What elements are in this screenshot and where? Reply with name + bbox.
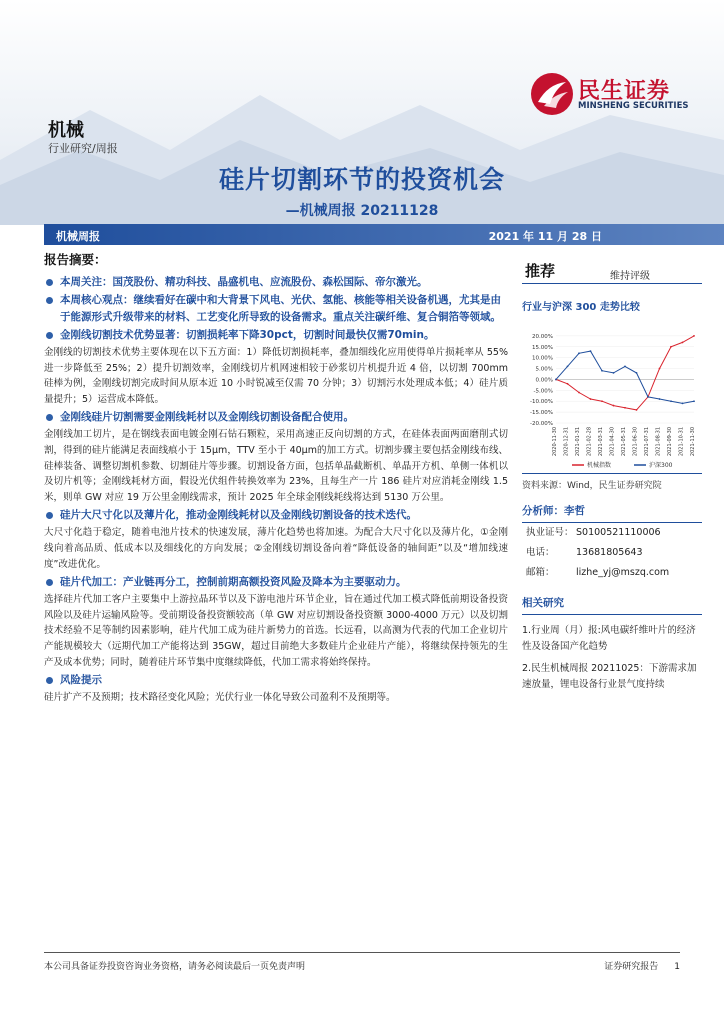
legend-label: 机械指数 bbox=[587, 462, 612, 469]
data-point bbox=[670, 346, 672, 348]
x-tick-label: 2021-04-30 bbox=[609, 427, 616, 457]
summary-paragraph: 金刚线加工切片，是在钢线表面电镀金刚石钻石颗粒，采用高速正反向切割的方式，在硅体表面两面磨削式切割，得到的硅片能满足表面线痕小于 15μm，TTV 至小于 40μm的加工方式。切割步骤主要包括金刚线布线、硅棒装备、调整切割机参数、切割硅片等步骤。切割设备方面，包括单晶截断机、单晶开方机、单侧一体机以及切片机等；金刚线耗材方面，假设光伏组件转换效率为 23%，且每生产一片 186 硅片对应消耗金刚线 1.5 米，则单 GW 对应 19 万公里金刚线需求，预计 2025 年全球金刚线耗线将达到 5130 万公里。 bbox=[44, 429, 508, 503]
data-point bbox=[693, 400, 695, 402]
summary-heading: 报告摘要： bbox=[44, 252, 107, 267]
data-point bbox=[601, 400, 603, 402]
y-tick-label: 10.00% bbox=[532, 355, 553, 362]
data-point bbox=[670, 400, 672, 402]
page-footer bbox=[44, 952, 680, 972]
x-tick-label: 2021-07-31 bbox=[644, 427, 650, 457]
summary-bullet: 金刚线硅片切割需要金刚线耗材以及金刚线切割设备配合使用。 bbox=[44, 409, 508, 426]
rating-box bbox=[522, 250, 702, 284]
summary-bullet: 风险提示 bbox=[44, 672, 508, 689]
x-tick-label: 2020-11-30 bbox=[552, 427, 558, 457]
chart-title: 行业与沪深 300 走势比较 bbox=[522, 302, 640, 313]
band-series: 机械周报 bbox=[56, 230, 100, 243]
related-item[interactable]: 2.民生机械周报 20211025：下游需求加速放量，锂电设备行业景气度持续 bbox=[522, 663, 697, 690]
y-tick-label: 20.00% bbox=[532, 333, 553, 340]
report-title: 硅片切割环节的投资机会 bbox=[218, 165, 505, 194]
summary-paragraph: 大尺寸化趋于稳定，随着电池片技术的快速发展，薄片化趋势也将加速。为配合大尺寸化以及薄片化，①金刚线向着高品质、低成本以及细线化的方向发展；②金刚线切割设备向着“降低设备的轴间距”以及“增加线速度”改进优化。 bbox=[44, 527, 508, 570]
related-heading: 相关研究 bbox=[522, 595, 702, 615]
analyst-field-key: 电话： bbox=[526, 547, 555, 558]
data-point bbox=[613, 405, 615, 407]
series-line-hs300 bbox=[556, 351, 694, 403]
analyst-field-value: 13681805643 bbox=[576, 547, 643, 558]
x-tick-label: 2021-09-30 bbox=[667, 427, 673, 457]
y-tick-label: -10.00% bbox=[530, 399, 553, 406]
summary-paragraph: 金刚线的切割技术优势主要体现在以下五方面：1）降低切割损耗率，叠加细线化应用使得单片损耗率从 55%进一步降低至 25%；2）提升切割效率，金刚线切片机网速相较于砂浆切片机提升近 4 倍，以切割 700mm 硅棒为例，金刚线切割完成时间从原本近 10 小时锐减至仅需 70 分钟；3）切割污水处理成本低；4）硅片质量提升；5）运营成本降低。 bbox=[44, 347, 508, 405]
data-point bbox=[659, 368, 661, 370]
analyst-field-key: 执业证号： bbox=[526, 527, 574, 538]
rating-status: 维持评级 bbox=[610, 271, 650, 282]
x-tick-label: 2021-05-31 bbox=[621, 427, 627, 457]
brand-logo bbox=[530, 72, 695, 118]
x-tick-label: 2021-08-31 bbox=[655, 427, 662, 457]
summary-paragraph: 硅片扩产不及预期；技术路径变化风险；光伏行业一体化导致公司盈利不及预期等。 bbox=[44, 692, 396, 704]
footer-right bbox=[604, 959, 680, 972]
summary-bullet: 本周关注：国茂股份、精功科技、晶盛机电、应流股份、森松国际、帝尔激光。 bbox=[44, 274, 508, 291]
summary-bullet: 本周核心观点：继续看好在碳中和大背景下风电、光伏、氢能、核能等相关设备机遇，尤其是由于能源形式升级带来的材料、工艺变化所导致的设备需求。重点关注碳纤维、复合铜箔等领域。 bbox=[44, 292, 508, 326]
info-band bbox=[44, 224, 724, 245]
footer-report-type: 证券研究报告 bbox=[604, 962, 659, 972]
report-subtitle: —机械周报 20211128 bbox=[285, 203, 439, 219]
data-point bbox=[693, 335, 695, 337]
chart-source: 资料来源：Wind，民生证券研究院 bbox=[522, 473, 702, 491]
data-point bbox=[590, 350, 592, 352]
brand-name: 民生证券 bbox=[578, 79, 671, 104]
analyst-field-key: 邮箱： bbox=[526, 567, 555, 578]
data-point bbox=[659, 398, 661, 400]
data-point bbox=[578, 392, 580, 394]
x-tick-label: 2021-06-30 bbox=[632, 427, 639, 457]
summary-bullet: 硅片代加工：产业链再分工，控制前期高额投资风险及降本为主要驱动力。 bbox=[44, 574, 508, 591]
summary-bullet: 金刚线切割技术优势显著：切割损耗率下降30pct，切割时间最快仅需70min。 bbox=[44, 327, 508, 344]
band-date: 2021 年 11 月 28 日 bbox=[488, 230, 602, 243]
data-point bbox=[682, 342, 684, 344]
data-point bbox=[567, 383, 569, 385]
x-tick-label: 2021-11-30 bbox=[690, 427, 696, 457]
performance-chart bbox=[522, 319, 702, 471]
analyst-name: 李哲 bbox=[564, 505, 585, 517]
y-tick-label: -5.00% bbox=[533, 388, 553, 395]
page-number: 1 bbox=[674, 962, 680, 972]
analyst-field bbox=[526, 563, 702, 583]
legend-label: 沪深300 bbox=[649, 462, 673, 469]
related-list bbox=[522, 623, 702, 693]
x-tick-label: 2020-12-31 bbox=[563, 427, 570, 457]
data-point bbox=[590, 398, 592, 400]
data-point bbox=[601, 370, 603, 372]
analyst-field bbox=[526, 543, 702, 563]
summary-list bbox=[44, 274, 508, 706]
analyst-info bbox=[522, 523, 702, 583]
data-point bbox=[555, 379, 557, 381]
y-tick-label: 15.00% bbox=[532, 344, 553, 351]
data-point bbox=[613, 372, 615, 374]
brand-name-en: MINSHENG SECURITIES bbox=[578, 101, 689, 111]
footer-disclaimer: 本公司具备证券投资咨询业务资格，请务必阅读最后一页免责声明 bbox=[44, 962, 306, 972]
rating-label: 推荐 bbox=[525, 262, 556, 280]
data-point bbox=[636, 409, 638, 411]
y-tick-label: -15.00% bbox=[530, 410, 553, 417]
y-tick-label: -20.00% bbox=[530, 421, 553, 427]
chart-svg bbox=[522, 319, 702, 471]
analyst-heading bbox=[522, 503, 702, 523]
data-point bbox=[682, 403, 684, 405]
x-tick-label: 2021-03-31 bbox=[598, 427, 604, 457]
sidebar bbox=[522, 250, 702, 699]
analyst-field-value[interactable]: lizhe_yj@mszq.com bbox=[576, 567, 670, 578]
analyst-heading-label: 分析师： bbox=[522, 505, 564, 517]
y-tick-label: 0.00% bbox=[535, 377, 553, 384]
analyst-field-value: S0100521110006 bbox=[576, 527, 661, 538]
summary-bullet: 硅片大尺寸化以及薄片化，推动金刚线耗材以及金刚线切割设备的技术迭代。 bbox=[44, 507, 508, 524]
data-point bbox=[624, 365, 626, 367]
related-item[interactable]: 1.行业周（月）报:风电碳纤维叶片的经济性及设备国产化趋势 bbox=[522, 625, 696, 652]
data-point bbox=[578, 352, 580, 354]
data-point bbox=[624, 407, 626, 409]
report-type: 行业研究/周报 bbox=[48, 142, 118, 155]
x-tick-label: 2021-10-31 bbox=[678, 427, 685, 457]
data-point bbox=[567, 365, 569, 367]
x-tick-label: 2021-02-28 bbox=[586, 427, 593, 457]
summary-column bbox=[44, 250, 508, 708]
brand-logo-icon bbox=[530, 72, 574, 116]
x-tick-label: 2021-01-31 bbox=[575, 427, 581, 457]
summary-paragraph: 选择硅片代加工客户主要集中上游拉晶环节以及下游电池片环节企业，旨在通过代加工模式降低前期设备投资风险以及硅片运输风险等。受前期设备投资额较高（单 GW 对应切割设备投资额 3000-4000 万元）以及切割技术经验不足等制约因素影响，硅片代加工成为硅片新势力的首选。长远看，以高测为代表的代加工企业切片产能规模较大（远期代加工产能将达到 35GW，超过目前绝大多数硅片企业硅片产能），将继续保持领先的生产及成本优势；同时，随着硅片环节集中度继续降低，代加工需求将始终保持。 bbox=[44, 594, 508, 668]
analyst-field bbox=[526, 523, 702, 543]
y-tick-label: 5.00% bbox=[535, 366, 553, 373]
data-point bbox=[647, 396, 649, 398]
sector-label: 机械 bbox=[48, 120, 84, 141]
data-point bbox=[636, 372, 638, 374]
